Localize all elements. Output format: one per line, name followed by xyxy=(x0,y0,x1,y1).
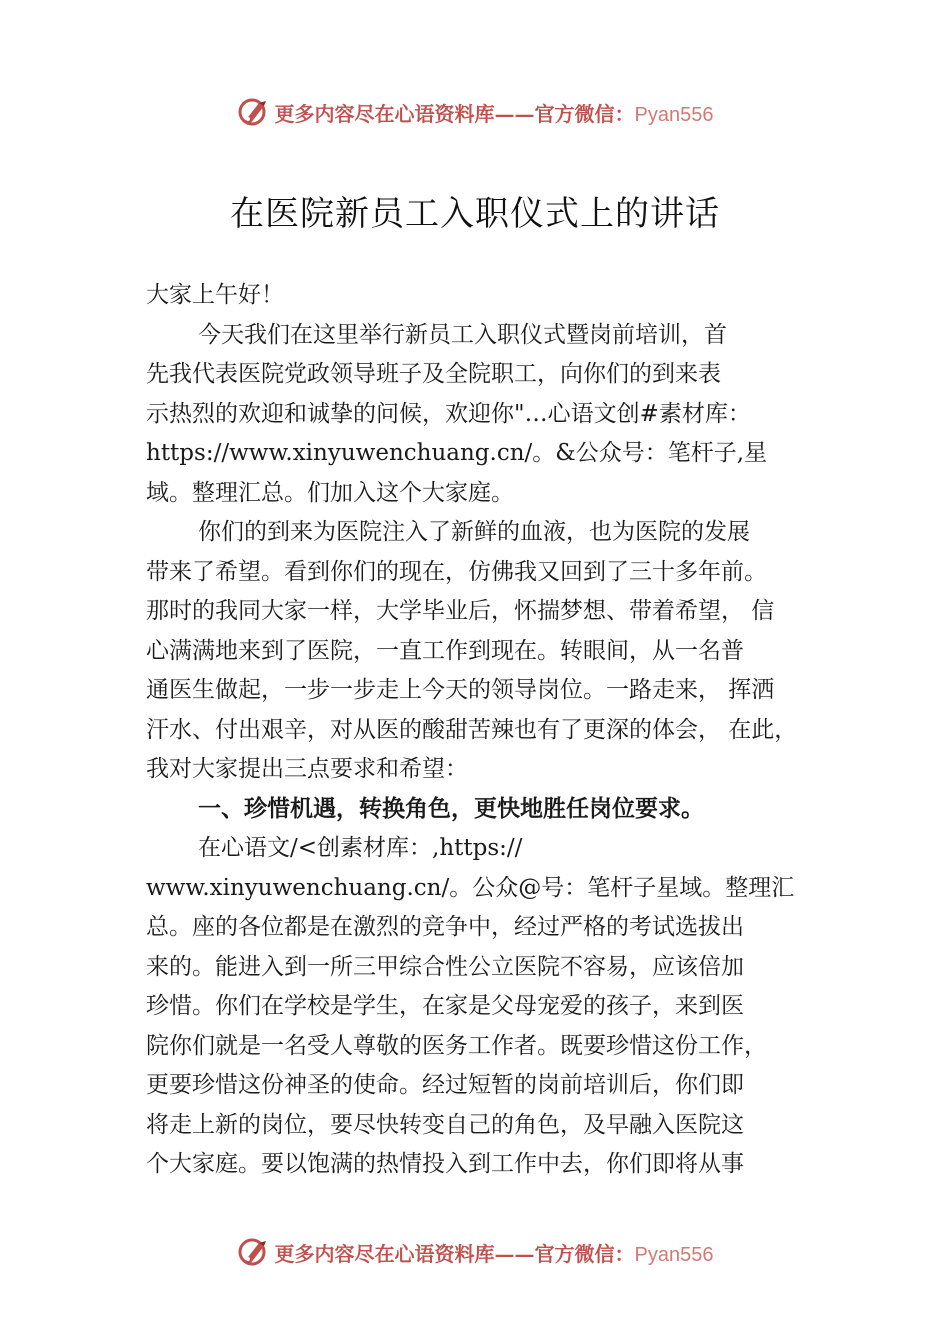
document-body xyxy=(146,276,836,1185)
banner-text: 更多内容尽在心语资料库——官方微信：Pyan556 xyxy=(274,1241,714,1266)
paragraph-line: 来的。能进入到一所三甲综合性公立医院不容易，应该倍加 xyxy=(146,953,744,980)
paragraph-line: 带来了希望。看到你们的现在，仿佛我又回到了三十多年前。 xyxy=(146,558,767,585)
paragraph-line: 示热烈的欢迎和诚挚的问候，欢迎你"…心语文创#素材库： xyxy=(146,400,751,427)
greeting-line: 大家上午好！ xyxy=(146,282,284,308)
paragraph-line: 院你们就是一名受人尊敬的医务工作者。既要珍惜这份工作， xyxy=(146,1032,767,1059)
banner-text: 更多内容尽在心语资料库——官方微信：Pyan556 xyxy=(274,101,714,126)
pen-logo-icon xyxy=(237,95,271,129)
paragraph-line: https://www.xinyuwenchuang.cn/。&公众号：笔杆子,星 xyxy=(146,440,768,466)
paragraph-line: 在心语文/<创素材库：,https:// xyxy=(198,835,523,861)
paragraph-line: 今天我们在这里举行新员工入职仪式暨岗前培训，首 xyxy=(198,321,727,348)
paragraph-line: 通医生做起，一步一步走上今天的领导岗位。一路走来， 挥洒 xyxy=(146,677,775,703)
paragraph-line: 更要珍惜这份神圣的使命。经过短暂的岗前培训后，你们即 xyxy=(146,1072,744,1098)
paragraph-line: 心满满地来到了医院，一直工作到现在。转眼间，从一名普 xyxy=(146,637,744,664)
paragraph-line: www.xinyuwenchuang.cn/。公众@号：笔杆子星域。整理汇 xyxy=(146,874,795,901)
paragraph-line: 汗水、付出艰辛，对从医的酸甜苦辣也有了更深的体会， 在此， xyxy=(146,716,798,743)
paragraph-line: 总。座的各位都是在激烈的竞争中，经过严格的考试选拔出 xyxy=(146,914,744,940)
document-title: 在医院新员工入职仪式上的讲话 xyxy=(230,194,720,234)
paragraph-line: 珍惜。你们在学校是学生，在家是父母宠爱的孩子，来到医 xyxy=(146,993,744,1019)
header-banner xyxy=(0,92,950,132)
paragraph-line: 域。整理汇总。们加入这个大家庭。 xyxy=(146,479,514,506)
footer-banner xyxy=(0,1232,950,1272)
section-heading: 一、珍惜机遇，转换角色，更快地胜任岗位要求。 xyxy=(198,795,704,822)
pen-logo-icon xyxy=(237,1235,271,1269)
paragraph-line: 你们的到来为医院注入了新鲜的血液，也为医院的发展 xyxy=(198,519,750,545)
paragraph-line: 先我代表医院党政领导班子及全院职工，向你们的到来表 xyxy=(146,361,721,387)
paragraph-line: 那时的我同大家一样，大学毕业后，怀揣梦想、带着希望， 信 xyxy=(146,598,775,624)
paragraph-line: 我对大家提出三点要求和希望： xyxy=(146,756,468,782)
paragraph-line: 将走上新的岗位，要尽快转变自己的角色，及早融入医院这 xyxy=(146,1111,744,1138)
paragraph-line: 个大家庭。要以饱满的热情投入到工作中去，你们即将从事 xyxy=(146,1151,744,1177)
